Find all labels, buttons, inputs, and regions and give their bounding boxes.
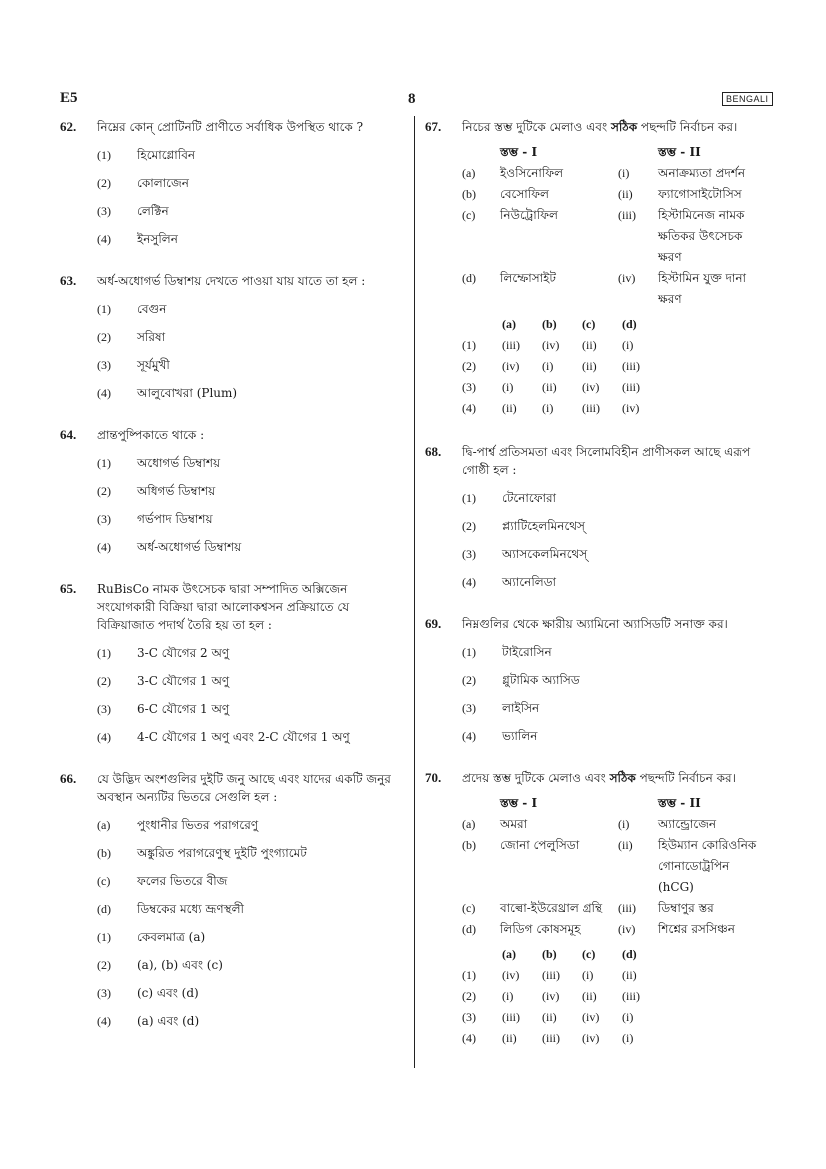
question-text: অর্ধ-অধোগর্ভ ডিম্বাশয় দেখতে পাওয়া যায় যাতে তা হল : [97,274,366,288]
option-text: ইনসুলিন [137,232,178,246]
option-number: (1) [97,148,111,162]
question-text-post: পছন্দটি নির্বাচন কর। [635,771,736,785]
question-number: 70. [425,770,442,785]
answer-cell: (iv) [542,989,560,1003]
option[interactable] [425,573,760,591]
option[interactable] [60,700,392,718]
option-text: সূর্যমুখী [137,358,170,372]
question-69 [425,615,760,745]
answer-cell: (iii) [622,359,640,373]
statement-text: ফলের ভিতরে বীজ [137,874,228,888]
option-number: (2) [462,519,476,533]
question-65 [60,580,392,746]
option-number: (3) [462,1010,476,1024]
answer-cell: (iii) [622,989,640,1003]
option-number: (3) [97,986,111,1000]
row-roman: (iii) [618,208,636,222]
column-1-item: লিম্ফোসাইট [500,271,556,285]
option[interactable] [60,672,392,690]
option-number: (1) [97,456,111,470]
option[interactable] [60,328,392,346]
option-text: কোলাজেন [137,176,189,190]
option-text: গর্ভপাদ ডিম্বাশয় [137,512,213,526]
answer-cell: (ii) [622,968,637,982]
option[interactable] [425,489,760,507]
option-text: টেনোফোরা [502,491,557,505]
answer-col-head: (b) [542,947,557,961]
option-number: (1) [462,968,476,982]
option-text: (a), (b) এবং (c) [137,958,223,972]
option[interactable] [60,300,392,318]
right-column [425,118,760,1073]
answer-cell: (iv) [582,380,600,394]
answer-col-head: (c) [582,317,596,331]
answer-cell: (iii) [542,968,560,982]
answer-cell: (ii) [582,338,597,352]
row-roman: (ii) [618,187,633,201]
left-column [60,118,392,1054]
question-text: নিম্নের কোন্ প্রোটিনটি প্রাণীতে সর্বাধিক উপস্থিত থাকে ? [97,120,364,134]
question-number: 64. [60,427,77,442]
match-table [462,142,760,310]
option-text: লাইসিন [502,701,540,715]
option-number: (2) [97,674,111,688]
column-1-item: অমরা [500,817,528,831]
answer-grid [462,944,760,1049]
statement-text: অঙ্কুরিত পরাগরেণুস্থ দুইটি পুংগ্যামেট [137,846,307,860]
match-header [462,793,760,814]
answer-col-head: (c) [582,947,596,961]
row-label: (a) [462,166,476,180]
column-1-heading: স্তম্ভ - I [500,796,538,810]
statement-label: (b) [97,846,111,860]
question-62 [60,118,392,248]
answer-cell: (iii) [502,338,520,352]
option[interactable] [60,1012,392,1030]
answer-cell: (ii) [502,401,517,415]
answer-option[interactable] [462,986,760,1007]
column-2-item: শিশ্নের রসসিঞ্চন [658,922,735,936]
match-table [462,793,760,940]
question-number: 69. [425,616,442,631]
option-text: (a) এবং (d) [137,1014,200,1028]
column-2-item: হিস্টামিনেজ নামক ক্ষতিকর উৎসেচক ক্ষরণ [658,208,745,264]
option[interactable] [60,202,392,220]
option-text: প্ল্যাটিহেলমিনথেস্ [502,519,585,533]
statement-label: (c) [97,874,111,888]
option-text: লেক্টিন [137,204,169,218]
answer-option[interactable] [462,335,760,356]
question-67 [425,118,760,419]
option-number: (3) [462,547,476,561]
question-number: 67. [425,119,442,134]
option[interactable] [425,643,760,661]
option[interactable] [60,482,392,500]
option[interactable] [60,538,392,556]
option[interactable] [60,454,392,472]
row-roman: (ii) [618,838,633,852]
option-number: (3) [462,380,476,394]
answer-cell: (iv) [542,338,560,352]
exam-code: E5 [60,90,78,106]
column-2-heading: স্তম্ভ - II [658,145,701,159]
column-2-item: ফ্যাগোসাইটোসিস [658,187,742,201]
statement [60,872,392,890]
answer-col-head: (a) [502,947,516,961]
column-2-item: অনাক্রম্যতা প্রদর্শন [658,166,746,180]
question-number: 68. [425,444,442,459]
option-number: (3) [97,512,111,526]
answer-col-head: (a) [502,317,516,331]
option-text: 3-C যৌগের 1 অণু [137,674,230,688]
answer-header [462,944,760,965]
row-label: (b) [462,187,476,201]
statement [60,844,392,862]
option-number: (1) [97,930,111,944]
option-number: (4) [97,540,111,554]
statement-text: ডিম্বকের মধ্যে ভ্রূণস্থলী [137,902,244,916]
option-number: (4) [462,729,476,743]
column-divider [414,116,415,1068]
match-row [462,835,760,898]
answer-cell: (i) [502,989,514,1003]
answer-cell: (ii) [542,380,557,394]
answer-cell: (iv) [502,968,520,982]
answer-cell: (iv) [622,401,640,415]
question-text: নিম্নগুলির থেকে ক্ষারীয় অ্যামিনো অ্যাসিডটি সনাক্ত কর। [462,617,728,631]
match-row [462,268,760,310]
answer-option[interactable] [462,1007,760,1028]
answer-option[interactable] [462,377,760,398]
option-number: (2) [462,673,476,687]
answer-cell: (i) [582,968,594,982]
option-number: (2) [97,330,111,344]
row-label: (c) [462,208,476,222]
row-label: (a) [462,817,476,831]
option-text: অর্ধ-অধোগর্ভ ডিম্বাশয় [137,540,242,554]
answer-cell: (i) [502,380,514,394]
option-number: (1) [462,491,476,505]
option[interactable] [60,146,392,164]
statement-text: পুংধানীর ভিতর পরাগরেণু [137,818,259,832]
question-63 [60,272,392,402]
option[interactable] [425,545,760,563]
question-text-bold: সঠিক [609,771,636,785]
answer-cell: (iv) [582,1031,600,1045]
option-number: (4) [97,386,111,400]
row-roman: (i) [618,166,630,180]
question-number: 65. [60,581,77,596]
option-number: (4) [97,232,111,246]
option[interactable] [425,517,760,535]
option-number: (2) [97,958,111,972]
row-roman: (iii) [618,901,636,915]
match-row [462,184,760,205]
column-1-heading: স্তম্ভ - I [500,145,538,159]
column-1-item: জোনা পেলুসিডা [500,838,580,852]
option-text: হিমোগ্লোবিন [137,148,196,162]
question-text: RuBisCo নামক উৎসেচক দ্বারা সম্পাদিত অক্সিজেন সংযোগকারী বিক্রিয়া দ্বারা আলোকশ্বসন প্রক্রিয়াতে যে বিক্রিয়াজাত পদার্থ তৈরি হয় তা হল : [97,582,350,632]
option-number: (4) [97,1014,111,1028]
question-70 [425,769,760,1049]
option-text: অধোগর্ভ ডিম্বাশয় [137,456,221,470]
column-1-item: নিউট্রোফিল [500,208,558,222]
answer-option[interactable] [462,965,760,986]
answer-cell: (i) [542,359,554,373]
statement-label: (d) [97,902,111,916]
option[interactable] [425,671,760,689]
question-text: দ্বি-পার্শ্ব প্রতিসমতা এবং সিলোমবিহীন প্রাণীসকল আছে এরূপ গোষ্ঠী হল : [462,445,751,477]
option-text: টাইরোসিন [502,645,552,659]
option-text: সরিষা [137,330,166,344]
question-number: 66. [60,771,77,786]
question-64 [60,426,392,556]
answer-cell: (i) [622,338,634,352]
question-number: 62. [60,119,77,134]
option-number: (4) [462,1031,476,1045]
answer-option[interactable] [462,398,760,419]
option-text: অ্যানেলিডা [502,575,557,589]
match-row [462,205,760,268]
statement-label: (a) [97,818,111,832]
answer-cell: (i) [542,401,554,415]
option-number: (1) [97,302,111,316]
option[interactable] [425,699,760,717]
answer-cell: (ii) [542,1010,557,1024]
row-label: (b) [462,838,476,852]
language-badge: BENGALI [722,92,773,106]
row-label: (d) [462,271,476,285]
row-roman: (iv) [618,271,636,285]
match-row [462,898,760,919]
answer-cell: (ii) [582,989,597,1003]
option-number: (3) [97,702,111,716]
option[interactable] [60,384,392,402]
option-number: (4) [462,401,476,415]
column-2-item: হিউম্যান কোরিওনিক গোনাডোট্রপিন (hCG) [658,838,757,894]
match-row [462,163,760,184]
option-text: ভ্যালিন [502,729,538,743]
option-text: বেগুন [137,302,167,316]
match-row [462,919,760,940]
question-text-post: পছন্দটি নির্বাচন কর। [637,120,738,134]
statement [60,900,392,918]
option-number: (4) [462,575,476,589]
option-number: (2) [97,176,111,190]
option-number: (1) [462,645,476,659]
column-2-item: হিস্টামিন যুক্ত দানা ক্ষরণ [658,271,746,306]
answer-cell: (iv) [582,1010,600,1024]
column-1-item: লিডিগ কোষসমূহ [500,922,581,936]
option-number: (2) [97,484,111,498]
option[interactable] [425,727,760,745]
answer-cell: (iii) [582,401,600,415]
column-2-item: ডিম্বাণুর স্তর [658,901,714,915]
option-text: কেবলমাত্র (a) [137,930,206,944]
row-roman: (i) [618,817,630,831]
option[interactable] [60,356,392,374]
option[interactable] [60,984,392,1002]
answer-cell: (iii) [542,1031,560,1045]
option[interactable] [60,928,392,946]
option-text: গ্লুটামিক অ্যাসিড [502,673,580,687]
option-text: (c) এবং (d) [137,986,199,1000]
answer-option[interactable] [462,1028,760,1049]
option-number: (4) [97,730,111,744]
question-text-bold: সঠিক [610,120,638,134]
row-roman: (iv) [618,922,636,936]
option[interactable] [60,644,392,662]
option[interactable] [60,728,392,746]
answer-cell: (ii) [502,1031,517,1045]
question-number: 63. [60,273,77,288]
answer-cell: (i) [622,1031,634,1045]
question-text: যে উদ্ভিদ অংশগুলির দুইটি জনু আছে এবং যাদের একটি জনুর অবস্থান অন্যটির ভিতরে সেগুলি হল : [97,772,391,804]
question-text [462,769,760,787]
option-number: (3) [97,204,111,218]
answer-grid [462,314,760,419]
answer-cell: (ii) [582,359,597,373]
option-number: (3) [97,358,111,372]
page-number: 8 [408,91,416,107]
answer-col-head: (d) [622,317,637,331]
answer-cell: (iii) [502,1010,520,1024]
option-number: (2) [462,989,476,1003]
row-label: (d) [462,922,476,936]
question-text-pre: নিচের স্তম্ভ দুটিকে মেলাও এবং [462,120,611,134]
question-text-pre: প্রদেয় স্তম্ভ দুটিকে মেলাও এবং [462,771,610,785]
answer-col-head: (b) [542,317,557,331]
option-text: 4-C যৌগের 1 অণু এবং 2-C যৌগের 1 অণু [137,730,350,744]
answer-cell: (i) [622,1010,634,1024]
question-text: প্রান্তপুষ্পিকাতে থাকে : [97,428,205,442]
answer-cell: (iv) [502,359,520,373]
option-number: (2) [462,359,476,373]
option[interactable] [60,174,392,192]
option-number: (1) [97,646,111,660]
statement [60,816,392,834]
option[interactable] [60,230,392,248]
option-number: (3) [462,701,476,715]
question-66 [60,770,392,1030]
option[interactable] [60,510,392,528]
option-text: অ্যাসকেলমিনথেস্ [502,547,588,561]
answer-header [462,314,760,335]
match-row [462,814,760,835]
answer-option[interactable] [462,356,760,377]
option-number: (1) [462,338,476,352]
option-text: অধিগর্ভ ডিম্বাশয় [137,484,216,498]
question-68 [425,443,760,591]
column-1-item: বাল্বো-ইউরেথ্রাল গ্রন্থি [500,901,603,915]
answer-cell: (iii) [622,380,640,394]
option-text: আলুবোখরা (Plum) [137,386,238,400]
question-text [462,118,760,136]
column-1-item: ইওসিনোফিল [500,166,564,180]
option-text: 3-C যৌগের 2 অণু [137,646,230,660]
column-2-heading: স্তম্ভ - II [658,796,701,810]
answer-col-head: (d) [622,947,637,961]
row-label: (c) [462,901,476,915]
column-1-item: বেসোফিল [500,187,549,201]
option[interactable] [60,956,392,974]
option-text: 6-C যৌগের 1 অণু [137,702,230,716]
column-2-item: অ্যান্ড্রোজেন [658,817,717,831]
match-header [462,142,760,163]
